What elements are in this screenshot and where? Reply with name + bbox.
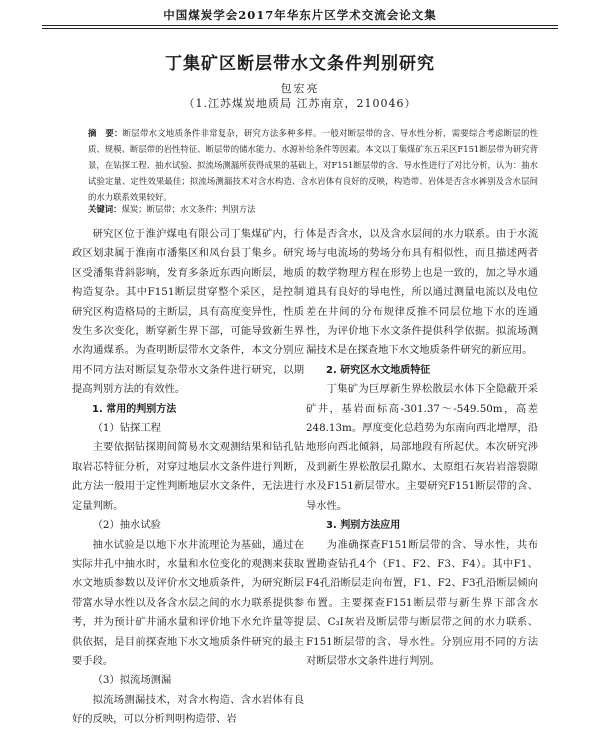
- affiliation: （1.江苏煤炭地质局 江苏南京，210046）: [183, 97, 417, 110]
- section-heading: 2. 研究区水文地质特征: [326, 364, 431, 376]
- paragraph: 体是否含水，以及含水层间的水力联系。由于水流场与电流场的势场分布具有相似性，而且描述两者的数学物理方程在形势上也是一致的，加之导水通道具有良好的导电性，所以通过测量电流以及电位差在井间的分布规律反推不同层位地下水的连通性，为评价地下水文条件提供科学依据。拟流场测漏技术是在探查地下水文地质条件研究的新应用。: [306, 228, 538, 357]
- paragraph: 主要依据钻探期间简易水文观测结果和钻孔钻取岩芯特征分析，对穿过地层水文条件进行判断，此方法一般用于定性判断地层水文条件，无法进行定量判断。: [72, 441, 304, 512]
- header-rule: [42, 25, 558, 26]
- subsection-heading: （3）拟流场测漏: [92, 674, 172, 687]
- abstract: [88, 125, 538, 205]
- right-column: [306, 225, 538, 671]
- left-column: [72, 225, 304, 730]
- keywords-text: 煤炭；断层带；水文条件；判别方法: [121, 204, 256, 214]
- abstract-text: 断层带水文地质条件非常复杂，研究方法多种多样。一般对断层带的含、导水性分析，需要综合考虑断层的性质、规模、断层带的岩性特征、断层带的储水能力、水源补给条件等因素。本文以丁集煤矿东五采区F151断层带为研究背景，在钻探工程、抽水试验、拟流场测漏所获得成果的基础上，对F151断层带的含、导水性进行了对比分析，认为：抽水试验定量、定性效果最佳；拟流场测漏技术对含水构造、含水岩体有良好的反映，构造带、岩体是否含水裤别及含水层间的水力联系效果较好。: [88, 128, 538, 202]
- section-heading: 1. 常用的判别方法: [92, 403, 177, 415]
- paper-title: 丁集矿区断层带水文条件判别研究: [165, 54, 435, 74]
- subsection-heading: （1）钻探工程: [92, 422, 161, 435]
- paragraph: 拟流场测漏技术，对含水构造、含水岩体有良好的反映，可以分析判明构造带、岩: [72, 693, 304, 726]
- author: 包宏亮: [280, 82, 320, 95]
- keywords-label: 关键词：: [88, 204, 122, 214]
- paragraph: 丁集矿为巨厚新生界松散层水体下全隐蔽开采矿井，基岩面标高-301.37～-549.50m，高差248.13m。厚度变化总趋势为东南向西北增厚，沿地形向西北倾斜，局部地段有所起伏。本次研究涉及到新生界松散层孔隙水、太原组石灰岩岩溶裂隙水及F151新层带水。主要研究F151断层带的含、导水性。: [306, 383, 538, 512]
- paragraph: 研究区位于淮沪煤电有限公司丁集煤矿内，行政区划隶属于淮南市潘集区和凤台县丁集乡。研究区受潘集背斜影响，发育多条近东西向断层，地质构造复杂。其中F151断层贯穿整个采区，是控制研究区构造格局的主断层，具有高度变异性，性质发生多次变化，断穿新生界下部，可能导致新生界水沟通煤系。为查明断层带水文条件，本文分别应用不同方法对断层复杂带水文条件进行研究，以期提高判别方法的有效性。: [72, 228, 304, 396]
- header-rule-thin: [42, 28, 558, 29]
- subsection-heading: （2）抽水试验: [92, 519, 161, 532]
- running-head: 中国煤炭学会2017年华东片区学术交流会论文集: [163, 8, 437, 22]
- abstract-label: 摘 要：: [88, 128, 123, 138]
- paragraph: 抽水试验是以地下水井流理论为基础，通过在实际井孔中抽水时，水量和水位变化的观测来获取水文地质参数以及评价水文地质条件，为研究断层带富水导水性以及各含水层之间的水力联系提供参考，并为预计矿井涌水量和评价地下水允许量等提供依据，是目前探查地下水文地质条件研究的最主要手段。: [72, 538, 304, 667]
- paragraph: 为准确探查F151断层带的含、导水性，共布置勘查钻孔4个（F1、F2、F3、F4）。其中F1、F4孔沿断层走向布置，F1、F2、F3孔沿断层倾向布置。主要探查F151断层带与新生界下部含水层、C₃I灰岩及断层带与断层带之间的水力联系、F151断层带的含、导水性。分别应用不同的方法对断层带水文条件进行判别。: [306, 538, 538, 667]
- section-heading: 3. 判别方法应用: [326, 520, 401, 532]
- keywords: [88, 202, 538, 216]
